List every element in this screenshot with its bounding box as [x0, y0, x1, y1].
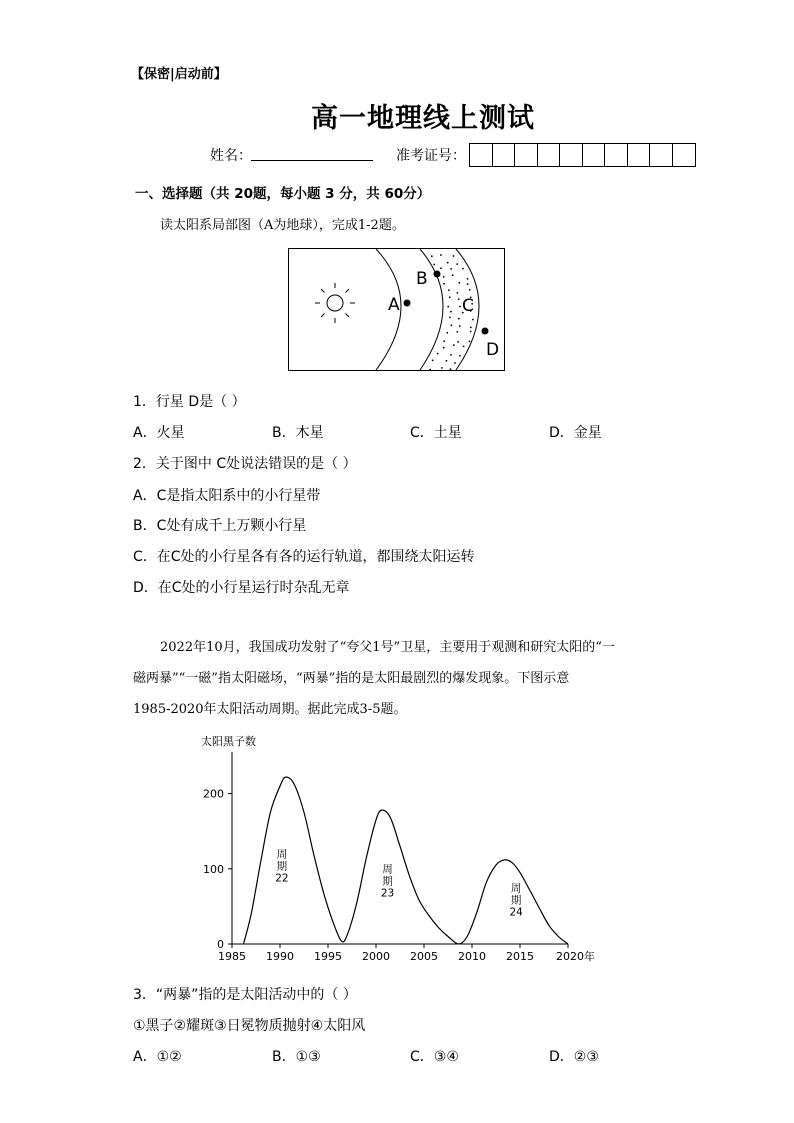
- section-heading: 一、选择题（共 20题，每小题 3 分，共 60分）: [135, 186, 431, 202]
- x-tick-label: 1985: [218, 950, 246, 963]
- question-2-option-b[interactable]: B．C处有成千上万颗小行星: [133, 518, 307, 534]
- asteroid-dot: [459, 355, 461, 357]
- asteroid-dot: [451, 324, 453, 326]
- mars-orbit: [420, 249, 443, 370]
- asteroid-dot: [459, 306, 461, 308]
- asteroid-dot: [443, 340, 445, 342]
- cycle-label: 期: [382, 875, 393, 888]
- id-digit-box: [628, 144, 651, 166]
- asteroid-dot: [457, 341, 459, 343]
- intro-text-1: 读太阳系局部图（A为地球），完成1-2题。: [160, 218, 405, 233]
- asteroid-dot: [440, 254, 442, 256]
- asteroid-dot: [459, 325, 461, 327]
- asteroid-dot: [449, 317, 451, 319]
- asteroid-dot: [443, 276, 445, 278]
- question-1-option-c[interactable]: C．土星: [410, 425, 462, 441]
- asteroid-dot: [458, 282, 460, 284]
- cycle-number: 22: [275, 872, 289, 885]
- x-tick-label: 2000: [362, 950, 390, 963]
- confidential-tag: 【保密|启动前】: [131, 67, 227, 82]
- question-2-stem: 2．关于图中 C处说法错误的是（ ）: [133, 456, 357, 472]
- asteroid-dot: [463, 346, 465, 348]
- asteroid-dot: [453, 255, 455, 257]
- label-b: B: [416, 269, 428, 289]
- sunspot-series-line: [244, 777, 569, 944]
- id-label: 准考证号：: [396, 148, 466, 164]
- asteroid-dot: [467, 278, 469, 280]
- cycle-label: 期: [510, 894, 522, 907]
- asteroid-dot: [431, 255, 433, 257]
- asteroid-dot: [469, 341, 471, 343]
- id-digit-box: [493, 144, 516, 166]
- asteroid-dot: [456, 331, 458, 333]
- planet-b: [434, 271, 441, 278]
- asteroid-dot: [470, 327, 472, 329]
- cycle-label: 周: [382, 863, 393, 876]
- planet-d: [482, 328, 489, 335]
- question-3-stem: 3．“两暴”指的是太阳活动中的（ ）: [133, 987, 357, 1003]
- question-3-option-b[interactable]: B．①③: [272, 1049, 321, 1065]
- solar-system-diagram: [288, 248, 506, 372]
- id-number-boxes: [469, 143, 696, 167]
- asteroid-dot: [448, 289, 450, 291]
- asteroid-dot: [469, 289, 471, 291]
- cycle-label: 周: [276, 848, 288, 861]
- asteroid-dot: [452, 274, 454, 276]
- passage-line-2: 磁两暴”“一磁”指太阳磁场，“两暴”指的是太阳最剧烈的爆发现象。下图示意: [133, 671, 570, 686]
- passage-line-3: 1985-2020年太阳活动周期。据此完成3-5题。: [133, 702, 407, 717]
- asteroid-dot: [454, 362, 456, 364]
- asteroid-dot: [446, 360, 448, 362]
- cycle-label: 周: [510, 882, 522, 895]
- question-3-option-a[interactable]: A．①②: [133, 1049, 182, 1065]
- asteroid-dot: [443, 283, 445, 285]
- cycle-number: 24: [509, 906, 523, 919]
- question-1-stem: 1．行星 D是（ ）: [133, 394, 246, 410]
- sunspot-cycle-chart: [190, 728, 610, 973]
- question-2-option-c[interactable]: C．在C处的小行星各有各的运行轨道，都围绕太阳运转: [133, 549, 475, 565]
- planet-a: [404, 300, 411, 307]
- y-tick-label: 200: [203, 787, 224, 801]
- question-3-choices: ①黑子②耀斑③日冕物质抛射④太阳风: [133, 1018, 366, 1034]
- asteroid-dot: [443, 347, 445, 349]
- asteroid-dot: [458, 318, 460, 320]
- y-tick-label: 0: [217, 938, 224, 951]
- question-2-option-a[interactable]: A．C是指太阳系中的小行星带: [133, 488, 321, 504]
- sun-icon: [315, 283, 355, 323]
- asteroid-dot: [432, 360, 434, 362]
- question-3-option-c[interactable]: C．③④: [410, 1049, 459, 1065]
- asteroid-dot: [456, 263, 458, 265]
- y-tick-label: 100: [203, 862, 224, 876]
- asteroid-dot: [429, 369, 431, 371]
- passage-line-1: 2022年10月，我国成功发射了“夸父1号”卫星，主要用于观测和研究太阳的“一: [160, 640, 615, 655]
- asteroid-dot: [450, 311, 452, 313]
- x-tick-label: 2005: [410, 950, 438, 963]
- question-1-option-d[interactable]: D．金星: [549, 425, 602, 441]
- label-c: C: [462, 296, 474, 316]
- asteroid-dot: [458, 298, 460, 300]
- label-d: D: [486, 340, 500, 360]
- asteroid-dot: [447, 306, 449, 308]
- question-1-option-a[interactable]: A．火星: [133, 425, 185, 441]
- asteroid-dot: [437, 353, 439, 355]
- asteroid-dot: [447, 262, 449, 264]
- cycle-number: 23: [380, 887, 395, 900]
- cycle-label: 期: [276, 860, 288, 873]
- name-field-line: [251, 160, 373, 161]
- asteroid-dot: [472, 319, 474, 321]
- question-1-option-b[interactable]: B．木星: [272, 425, 324, 441]
- x-tick-label: 2015: [506, 950, 534, 963]
- question-3-option-d[interactable]: D．②③: [549, 1049, 599, 1065]
- asteroid-dot: [449, 296, 451, 298]
- x-tick-label: 2010: [458, 950, 486, 963]
- id-digit-box: [515, 144, 538, 166]
- id-digit-box: [538, 144, 561, 166]
- x-tick-label: 2020年: [556, 950, 595, 963]
- asteroid-dot: [457, 292, 459, 294]
- asteroid-dot: [433, 264, 435, 266]
- page-title: 高一地理线上测试: [311, 103, 535, 134]
- asteroid-dot: [450, 354, 452, 356]
- asteroid-dot: [450, 368, 452, 370]
- id-digit-box: [605, 144, 628, 166]
- asteroid-dot: [467, 283, 469, 285]
- id-digit-box: [583, 144, 606, 166]
- id-digit-box: [560, 144, 583, 166]
- asteroid-dot: [462, 268, 464, 270]
- question-2-option-d[interactable]: D．在C处的小行星运行时杂乱无章: [133, 580, 350, 596]
- x-tick-label: 1990: [266, 950, 294, 963]
- asteroid-dot: [441, 367, 443, 369]
- asteroid-dot: [440, 267, 442, 269]
- label-a: A: [388, 295, 400, 315]
- name-label: 姓名：: [210, 148, 252, 164]
- x-tick-label: 1995: [314, 950, 342, 963]
- asteroid-dot: [446, 332, 448, 334]
- id-digit-box: [470, 144, 493, 166]
- asteroid-dot: [470, 331, 472, 333]
- asteroid-dot: [453, 344, 455, 346]
- y-axis-label: 太阳黑子数: [201, 735, 256, 748]
- asteroid-dot: [450, 268, 452, 270]
- id-digit-box: [650, 144, 673, 166]
- id-digit-box: [673, 144, 696, 166]
